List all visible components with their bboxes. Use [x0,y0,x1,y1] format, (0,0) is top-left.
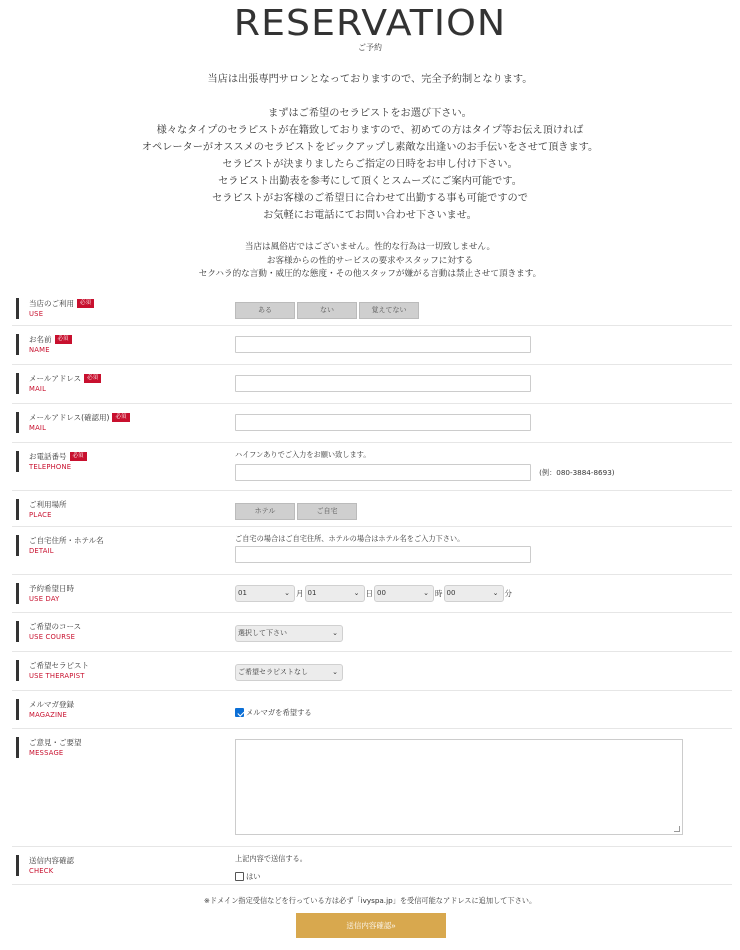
domain-note: ※ドメイン指定受信などを行っている方は必ず「ivyspa.jp」を受信可能なアドレスに追加して下さい。 [203,896,537,905]
page-subtitle: ご予約 [358,43,382,52]
label-text: お名前 [29,335,52,344]
field-label [16,412,130,433]
magazine-checkbox-label[interactable]: メルマガを希望する [246,707,312,717]
label-en: NAME [29,346,50,354]
intro-line: セラピストが決まりましたらご指定の日時をお申し付け下さい。 [222,159,518,170]
name-input[interactable] [235,336,531,353]
form-row-name [12,326,732,365]
form-row-therapist [12,652,732,691]
field-label [16,499,67,520]
intro-lead: 当店は出張専門サロンとなっておりますので、完全予約制となります。 [207,74,533,85]
required-badge: 必須 [112,413,129,422]
field-label [16,699,74,720]
intro-line: お気軽にお電話にてお問い合わせ下さいませ。 [263,210,477,221]
confirm-checkbox[interactable] [235,872,244,881]
form-row-check [12,847,732,885]
telephone-example: (例：080-3884-8693) [539,468,615,477]
label-text: ご希望のコース [29,622,82,631]
label-en: DETAIL [29,547,54,555]
minute-select[interactable]: 00 ⌄ [444,585,504,602]
course-select[interactable]: 選択して下さい ⌄ [235,625,343,642]
label-en: MAIL [29,385,47,393]
field-label [16,535,104,556]
intro-line: セラピスト出勤表を参考にして頂くとスムーズにご案内可能です。 [218,176,522,187]
label-en: MESSAGE [29,749,64,757]
chevron-down-icon: ⌄ [332,629,338,637]
day-unit: 日 [365,589,373,598]
label-text: メルマガ登録 [29,700,74,709]
notice-line: お客様からの性的サービスの要求やスタッフに対する [266,255,474,266]
required-badge: 必須 [55,335,72,344]
label-text: 予約希望日時 [29,584,74,593]
label-en: MAGAZINE [29,711,67,719]
label-en: USE THERAPIST [29,672,85,680]
use-option-unsure[interactable]: 覚えてない [359,302,419,319]
field-label [16,737,82,758]
label-text: ご自宅住所・ホテル名 [29,536,104,545]
page-header [0,0,740,53]
telephone-hint: ハイフンありでご入力をお願い致します。 [235,450,371,459]
label-text: 当店のご利用 [29,299,74,308]
field-label [16,621,81,642]
form-row-use [12,290,732,326]
notice-line: セクハラ的な言動・威圧的な態度・その他スタッフが嫌がる言動は禁止させて頂きます。 [198,269,542,279]
label-text: ご希望セラピスト [29,661,89,670]
chevron-down-icon: ⌄ [423,589,429,597]
page-title: RESERVATION [233,3,507,44]
label-en: TELEPHONE [29,463,72,471]
use-option-no[interactable]: ない [297,302,357,319]
label-text: メールアドレス [29,374,82,383]
label-text: 送信内容確認 [29,856,74,865]
form-row-magazine [12,691,732,729]
chevron-down-icon: ⌄ [284,589,290,597]
detail-hint: ご自宅の場合はご自宅住所、ホテルの場合はホテル名をご入力下さい。 [235,534,465,543]
form-row-place [12,491,732,527]
check-note: 上記内容で送信する。 [235,854,307,863]
intro-line: セラピストがお客様のご希望日に合わせて出勤する事も可能ですので [212,193,528,204]
intro-line: オペレーターがオススメのセラピストをピックアップし素敵な出逢いのお手伝いをさせて頂きます。 [141,142,599,153]
magazine-checkbox[interactable] [235,708,244,717]
field-label [16,660,89,681]
intro-line: 様々なタイプのセラピストが在籍致しておりますので、初めての方はタイプ等お伝え頂ければ [156,125,584,136]
policy-notice [0,241,740,282]
reservation-form [12,290,732,885]
label-text: ご意見・ご要望 [29,738,82,747]
form-row-telephone [12,443,732,491]
hour-select[interactable]: 00 ⌄ [374,585,434,602]
field-label [16,451,87,472]
month-unit: 月 [296,589,304,598]
field-label [16,373,101,394]
message-textarea[interactable] [235,739,683,835]
place-option-hotel[interactable]: ホテル [235,503,295,520]
month-select[interactable]: 01 ⌄ [235,585,295,602]
minute-unit: 分 [504,589,512,598]
therapist-select[interactable]: ご希望セラピストなし ⌄ [235,664,343,681]
notice-line: 当店は風俗店ではございません。性的な行為は一切致しません。 [244,242,496,252]
telephone-input[interactable] [235,464,531,481]
form-row-mail [12,365,732,404]
label-en: USE COURSE [29,633,76,641]
form-row-message [12,729,732,847]
confirm-checkbox-label[interactable]: はい [246,871,261,881]
place-option-home[interactable]: ご自宅 [297,503,357,520]
form-row-detail [12,527,732,575]
email-input[interactable] [235,375,531,392]
label-en: USE DAY [29,595,60,603]
required-badge: 必須 [77,299,94,308]
label-en: CHECK [29,867,54,875]
form-row-course [12,613,732,652]
label-text: メールアドレス(確認用) [29,413,110,422]
detail-input[interactable] [235,546,531,563]
use-option-yes[interactable]: ある [235,302,295,319]
form-row-mail-confirm [12,404,732,443]
field-label [16,298,94,319]
resize-grip-icon[interactable] [674,826,680,832]
submit-confirm-button[interactable]: 送信内容確認» [296,913,446,938]
required-badge: 必須 [70,452,87,461]
day-select[interactable]: 01 ⌄ [305,585,365,602]
hour-unit: 時 [435,589,443,598]
required-badge: 必須 [84,374,101,383]
chevron-down-icon: ⌄ [332,668,338,676]
field-label [16,583,74,604]
chevron-down-icon: ⌄ [353,589,360,597]
email-confirm-input[interactable] [235,414,531,431]
form-row-use-day [12,575,732,613]
label-en: MAIL [29,424,47,432]
field-label [16,334,72,355]
label-text: ご利用場所 [29,500,67,509]
label-text: お電話番号 [29,452,67,461]
intro-paragraph [0,105,740,224]
label-en: PLACE [29,511,52,519]
intro-line: まずはご希望のセラピストをお選び下さい。 [268,108,472,119]
label-en: USE [29,310,44,318]
chevron-down-icon: ⌄ [492,589,499,597]
field-label [16,855,74,876]
